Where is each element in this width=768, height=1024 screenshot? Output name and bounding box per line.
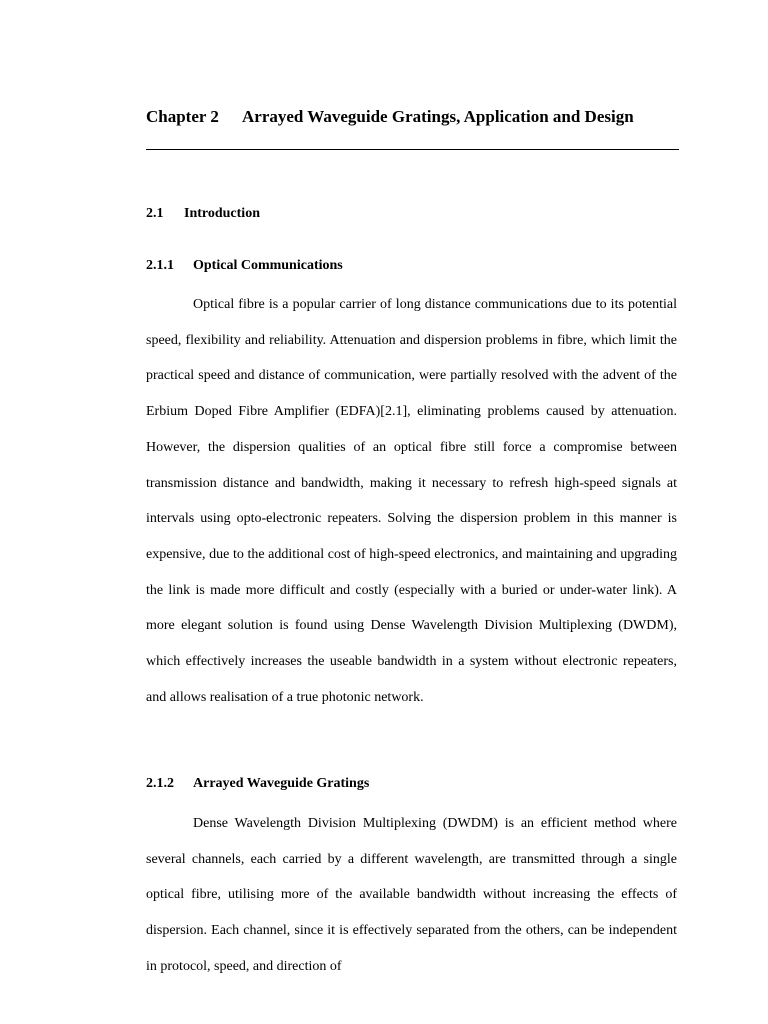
paragraph-text: Optical fibre is a popular carrier of long distance communications due to its potential speed, flexibility and reliability. Attenuation and dispersion problems in fibre, which limit the practical speed and distance of communication, were partially resolved with the advent of the Erbium Doped Fibre Amplifier (EDFA)[2.1], eliminating problems caused by attenuation. However, the dispersion qualities of an optical fibre still force a compromise between transmission distance and bandwidth, making it necessary to refresh high-speed signals at intervals using opto-electronic repeaters. Solving the dispersion problem in this manner is expensive, due to the additional cost of high-speed electronics, and maintaining and upgrading the link is made more difficult and costly (especially with a buried or under-water link). A more elegant solution is found using Dense Wavelength Division Multiplexing (DWDM), which effectively increases the useable bandwidth in a system without electronic repeaters, and allows realisation of a true photonic network. (146, 297, 677, 705)
section-number: 2.1.2 (146, 776, 174, 791)
section-title: Optical Communications (193, 258, 343, 273)
paragraph-optical-communications (146, 287, 677, 715)
chapter-number: Chapter 2 (146, 107, 219, 126)
paragraph-arrayed-waveguide-gratings (146, 806, 677, 996)
chapter-title (146, 104, 686, 130)
paragraph-text: Dense Wavelength Division Multiplexing (DWDM) is an efficient method where several channels, each carried by a different wavelength, are transmitted through a single optical fibre, utilising more of the available bandwidth without increasing the effects of dispersion. Each channel, since it is effectively separated from the others, can be independent in protocol, speed, and direction of (146, 816, 677, 974)
section-heading-optical-communications (146, 256, 343, 276)
chapter-divider (146, 149, 679, 150)
section-heading-arrayed-waveguide-gratings (146, 774, 369, 794)
section-heading-introduction (146, 204, 260, 224)
section-title: Arrayed Waveguide Gratings (193, 776, 370, 791)
section-number: 2.1.1 (146, 258, 174, 273)
section-title: Introduction (184, 206, 260, 221)
section-number: 2.1 (146, 206, 164, 221)
chapter-title-text: Arrayed Waveguide Gratings, Application and Design (242, 107, 634, 126)
